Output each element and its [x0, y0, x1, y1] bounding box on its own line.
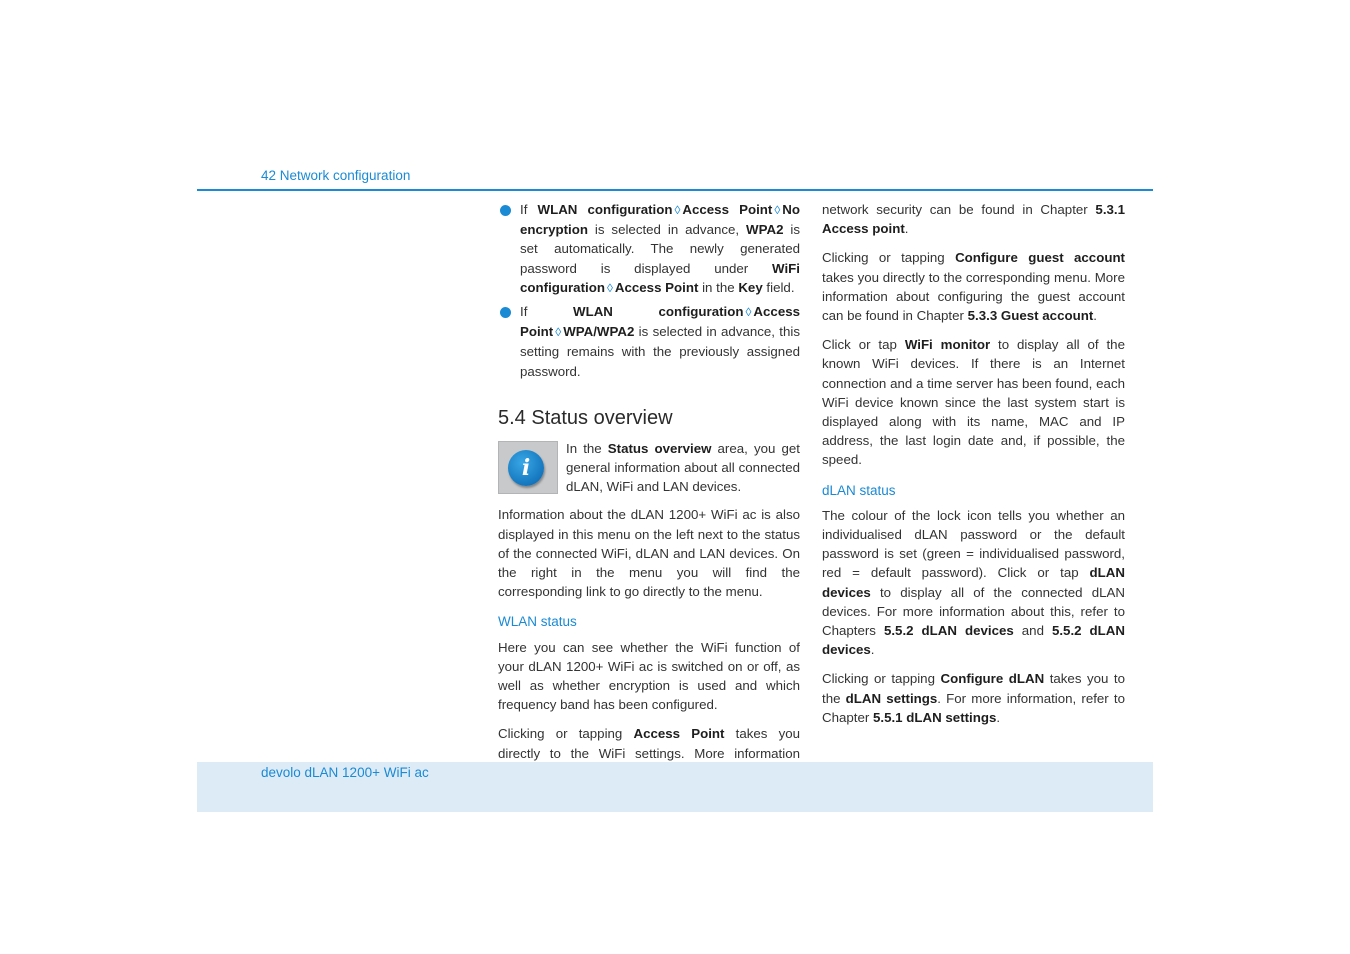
- running-footer: devolo dLAN 1200+ WiFi ac: [261, 765, 429, 780]
- right-paragraph-3: Click or tap WiFi monitor to display all of the known WiFi devices. If there is an Internet connection and a time server has been found, each WiFi device known since the last system start is displayed along with its name, MAC and IP address, the last login date and, if possible, the speed.: [822, 337, 1125, 468]
- header-rule: [197, 189, 1153, 191]
- diamond-arrow-icon: ◊: [555, 325, 562, 340]
- bullet-item-1: If WLAN configuration ◊ Access Point ◊ No encryption is selected in advance, WPA2 is set automatically. The newly generated password is displayed under WiFi configuration ◊ Access Point in the Key field.: [498, 200, 800, 298]
- info-icon: [498, 441, 558, 494]
- dlan-status-heading: dLAN status: [822, 482, 896, 498]
- column-right: [822, 200, 1125, 727]
- diamond-arrow-icon: ◊: [774, 203, 781, 217]
- bullet-dot-icon: [500, 307, 511, 318]
- wlan-status-heading: WLAN status: [498, 614, 577, 630]
- dlan-paragraph-2: Clicking or tapping Configure dLAN takes you to the dLAN settings. For more information, refer to Chapter 5.5.1 dLAN settings.: [822, 671, 1125, 725]
- bullet-item-2: If WLAN configuration ◊ Access Point ◊ WPA/WPA2 is selected in advance, this setting remains with the previously assigned password.: [498, 302, 800, 381]
- info-text: In the Status overview area, you get general information about all connected dLAN, WiFi and LAN devices.: [566, 440, 800, 495]
- diamond-arrow-icon: ◊: [606, 280, 613, 295]
- wlan-paragraph-1: Here you can see whether the WiFi function of your dLAN 1200+ WiFi ac is switched on or off, as well as whether encryption is used and which frequency band has been configured.: [498, 639, 800, 713]
- dlan-paragraph-1: The colour of the lock icon tells you whether an individualised dLAN password or the default password is set (green = individualised password, red = default password). Click or tap dLAN devices to display all of the connected dLAN devices. For more information about this, refer to Chapters 5.5.2 dLAN devices and 5.5.2 dLAN devices.: [822, 507, 1125, 658]
- column-middle: [498, 200, 800, 782]
- paragraph-info: Information about the dLAN 1200+ WiFi ac is also displayed in this menu on the left next to the status of the connected WiFi, dLAN and LAN devices. On the right in the menu you will find the corresponding link to go directly to the menu.: [498, 507, 800, 600]
- info-circle: i: [508, 450, 544, 486]
- diamond-arrow-icon: ◊: [745, 305, 752, 320]
- section-title: 5.4 Status overview: [498, 406, 673, 429]
- diamond-arrow-icon: ◊: [674, 203, 681, 217]
- running-header: 42 Network configuration: [261, 168, 411, 183]
- info-block: [498, 439, 800, 497]
- right-paragraph-2: Clicking or tapping Configure guest account takes you directly to the corresponding menu. More information about configuring the guest account can be found in Chapter 5.3.3 Guest account.: [822, 250, 1125, 324]
- right-paragraph-1: network security can be found in Chapter 5.3.1 Access point.: [822, 202, 1125, 237]
- wlan-paragraph-2: Clicking or tapping Access Point takes you directly to the WiFi settings. More information: [498, 726, 801, 761]
- bullet-dot-icon: [500, 205, 511, 216]
